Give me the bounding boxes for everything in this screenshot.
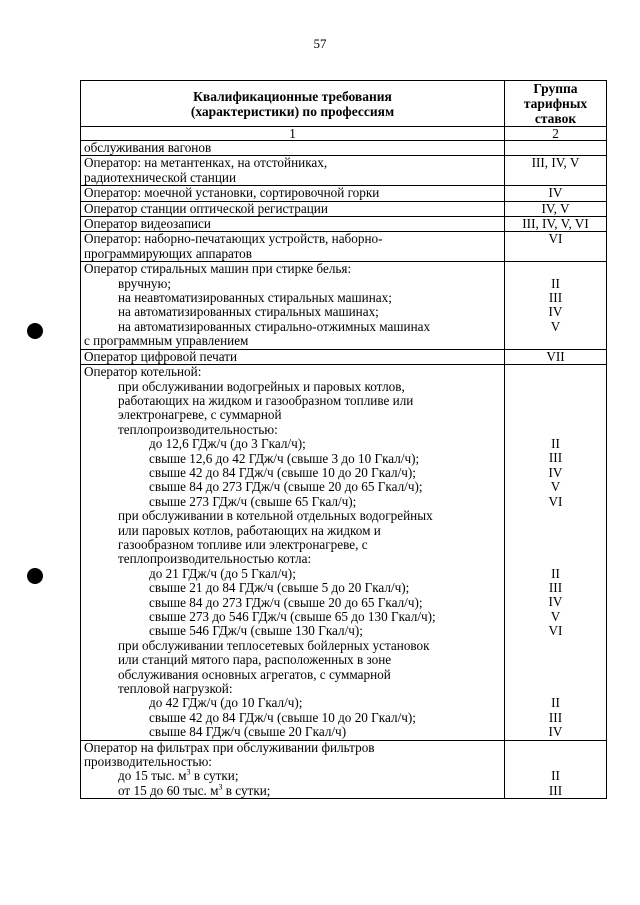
column-number-row: [81, 127, 607, 141]
group-cell: II III IV V: [505, 262, 607, 349]
table-row: [81, 349, 607, 364]
table-row: [81, 186, 607, 201]
group-cell: III, IV, V, VI: [505, 217, 607, 232]
header-tariff-group: Группа тарифных ставок: [505, 81, 607, 127]
table-row: [81, 201, 607, 216]
group-cell: II III: [505, 740, 607, 799]
profession-cell: Оператор станции оптической регистрации: [81, 201, 505, 216]
column-number: 2: [505, 127, 607, 141]
punch-hole-mark: [27, 323, 43, 339]
table-row: [81, 365, 607, 741]
table-row: [81, 232, 607, 262]
profession-cell: обслуживания вагонов: [81, 141, 505, 156]
table-row: [81, 262, 607, 349]
table-row: [81, 141, 607, 156]
column-number: 1: [81, 127, 505, 141]
profession-cell: Оператор котельной: при обслуживании водогрейных и паровых котлов, работающих на жидком и газообразном топливе или электронагреве, с суммарной теплопроизводительностью: до 12,6 ГДж/ч (до 3 Гкал/ч); свыше 12,6 до 42 ГДж/ч (свыше 3 до 10 Гкал/ч); свыше 42 до 84 ГДж/ч (свыше 10 до 20 Гкал/ч); свыше 84 до 273 ГДж/ч (свыше 20 до 65 Гкал/ч); свыше 273 ГДж/ч (свыше 65 Гкал/ч); при обслуживании в котельной отдельных водогрейных или паровых котлов, работающих на жидком и газообразном топливе или электронагреве, с теплопроизводительностью котла: до 21 ГДж/ч (до 5 Гкал/ч); свыше 21 до 84 ГДж/ч (свыше 5 до 20 Гкал/ч); свыше 84 до 273 ГДж/ч (свыше 20 до 65 Гкал/ч); свыше 273 до 546 ГДж/ч (свыше 65 до 130 Гкал/ч); свыше 546 ГДж/ч (свыше 130 Гкал/ч); при обслуживании теплосетевых бойлерных установок или станций мятого пара, расположенных в зоне обслуживания основных агрегатов, с суммарной тепловой нагрузкой: до 42 ГДж/ч (до 10 Гкал/ч); свыше 42 до 84 ГДж/ч (свыше 10 до 20 Гкал/ч); свыше 84 ГДж/ч (свыше 20 Гкал/ч): [81, 365, 505, 741]
group-cell: III, IV, V: [505, 156, 607, 186]
table-row: [81, 740, 607, 799]
group-cell: VII: [505, 349, 607, 364]
profession-cell: Оператор видеозаписи: [81, 217, 505, 232]
profession-cell: Оператор цифровой печати: [81, 349, 505, 364]
group-cell: [505, 141, 607, 156]
profession-cell: Оператор: наборно-печатающих устройств, наборно- программирующих аппаратов: [81, 232, 505, 262]
qualification-table: [80, 80, 607, 799]
profession-cell: Оператор на фильтрах при обслуживании фильтров производительностью: до 15 тыс. $м^3$ в сутки; от 15 до 60 тыс. $м^3$ в сутки;: [81, 740, 505, 799]
group-cell: VI: [505, 232, 607, 262]
profession-cell: Оператор: моечной установки, сортировочной горки: [81, 186, 505, 201]
table-row: [81, 156, 607, 186]
punch-hole-mark: [27, 568, 43, 584]
table-row: [81, 217, 607, 232]
header-qualification-requirements: Квалификационные требования (характеристики) по профессиям: [81, 81, 505, 127]
group-cell: IV, V: [505, 201, 607, 216]
page-number: 57: [313, 36, 327, 51]
profession-cell: Оператор стиральных машин при стирке белья: вручную; на неавтоматизированных стиральных машинах; на автоматизированных стиральных машинах; на автоматизированных стирально-отжимных машинах с программным управлением: [81, 262, 505, 349]
table-header-row: [81, 81, 607, 127]
group-cell: II III IV V VI II III IV V VI II III IV: [505, 365, 607, 741]
group-cell: IV: [505, 186, 607, 201]
profession-cell: Оператор: на метантенках, на отстойниках, радиотехнической станции: [81, 156, 505, 186]
